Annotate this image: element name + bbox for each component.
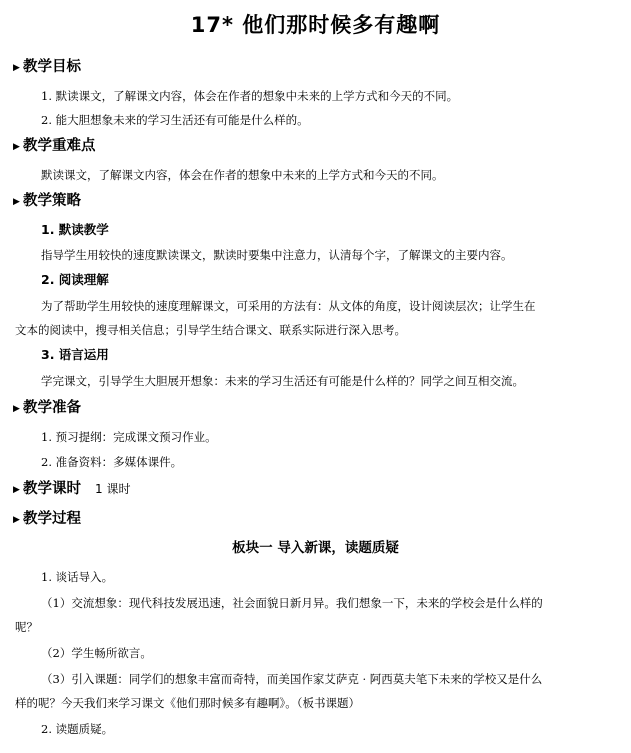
triangle-bullet-icon: ▶	[13, 63, 20, 73]
page-title: 17* 他们那时候多有趣啊	[190, 13, 441, 37]
strategy-2-line-1: 为了帮助学生用较快的速度理解课文，可采用的方法有：从文体的角度，设计阅读层次；让学生在	[41, 299, 536, 313]
strategy-2-title: 2. 阅读理解	[41, 272, 109, 287]
triangle-bullet-icon: ▶	[13, 485, 20, 495]
triangle-bullet-icon: ▶	[13, 404, 20, 414]
process-para-1: 1. 谈话导入。	[41, 570, 114, 584]
process-para-3: （2）学生畅所欲言。	[41, 646, 152, 660]
prep-item-2: 2. 准备资料：多媒体课件。	[41, 455, 183, 469]
strategy-3-text: 学完课文，引导学生大胆展开想象：未来的学习生活还有可能是什么样的？同学之间互相交流。	[41, 374, 524, 388]
triangle-bullet-icon: ▶	[13, 142, 20, 152]
strategy-1-text: 指导学生用较快的速度默读课文，默读时要集中注意力，认清每个字，了解课文的主要内容。	[41, 248, 513, 262]
heading-strategy: ▶ 教学策略	[13, 191, 81, 212]
prep-item-1: 1. 预习提纲：完成课文预习作业。	[41, 430, 217, 444]
goal-item-1: 1. 默读课文，了解课文内容，体会在作者的想象中未来的上学方式和今天的不同。	[41, 89, 459, 103]
key-points-text: 默读课文，了解课文内容，体会在作者的想象中未来的上学方式和今天的不同。	[41, 168, 444, 182]
process-para-2-line-1: （1）交流想象：现代科技发展迅速，社会面貌日新月异。我们想象一下，未来的学校会是什么样的	[41, 596, 543, 610]
heading-key-points: ▶ 教学重难点	[13, 136, 96, 157]
triangle-bullet-icon: ▶	[13, 197, 20, 207]
goal-item-2: 2. 能大胆想象未来的学习生活还有可能是什么样的。	[41, 113, 309, 127]
process-para-2-line-2: 呢？	[15, 620, 38, 634]
heading-teaching-goals: ▶ 教学目标	[13, 57, 81, 78]
process-para-4-line-2: 样的呢？今天我们来学习课文《他们那时候多有趣啊》。（板书课题）	[15, 696, 360, 710]
triangle-bullet-icon: ▶	[13, 515, 20, 525]
strategy-3-title: 3. 语言运用	[41, 347, 109, 362]
block-1-title: 板块一 导入新课，读题质疑	[232, 540, 399, 556]
process-para-4-line-1: （3）引入课题：同学们的想象丰富而奇特，而美国作家艾萨克 · 阿西莫夫笔下未来的学校又是什么	[41, 672, 543, 686]
strategy-1-title: 1. 默读教学	[41, 222, 109, 237]
strategy-2-line-2: 文本的阅读中，搜寻相关信息；引导学生结合课文、联系实际进行深入思考。	[15, 323, 406, 337]
heading-preparation: ▶ 教学准备	[13, 398, 81, 419]
class-hours-value: 1 课时	[95, 482, 131, 496]
heading-process: ▶ 教学过程	[13, 509, 81, 530]
heading-class-hours: ▶ 教学课时 1 课时	[13, 479, 130, 500]
process-para-5: 2. 读题质疑。	[41, 722, 114, 736]
